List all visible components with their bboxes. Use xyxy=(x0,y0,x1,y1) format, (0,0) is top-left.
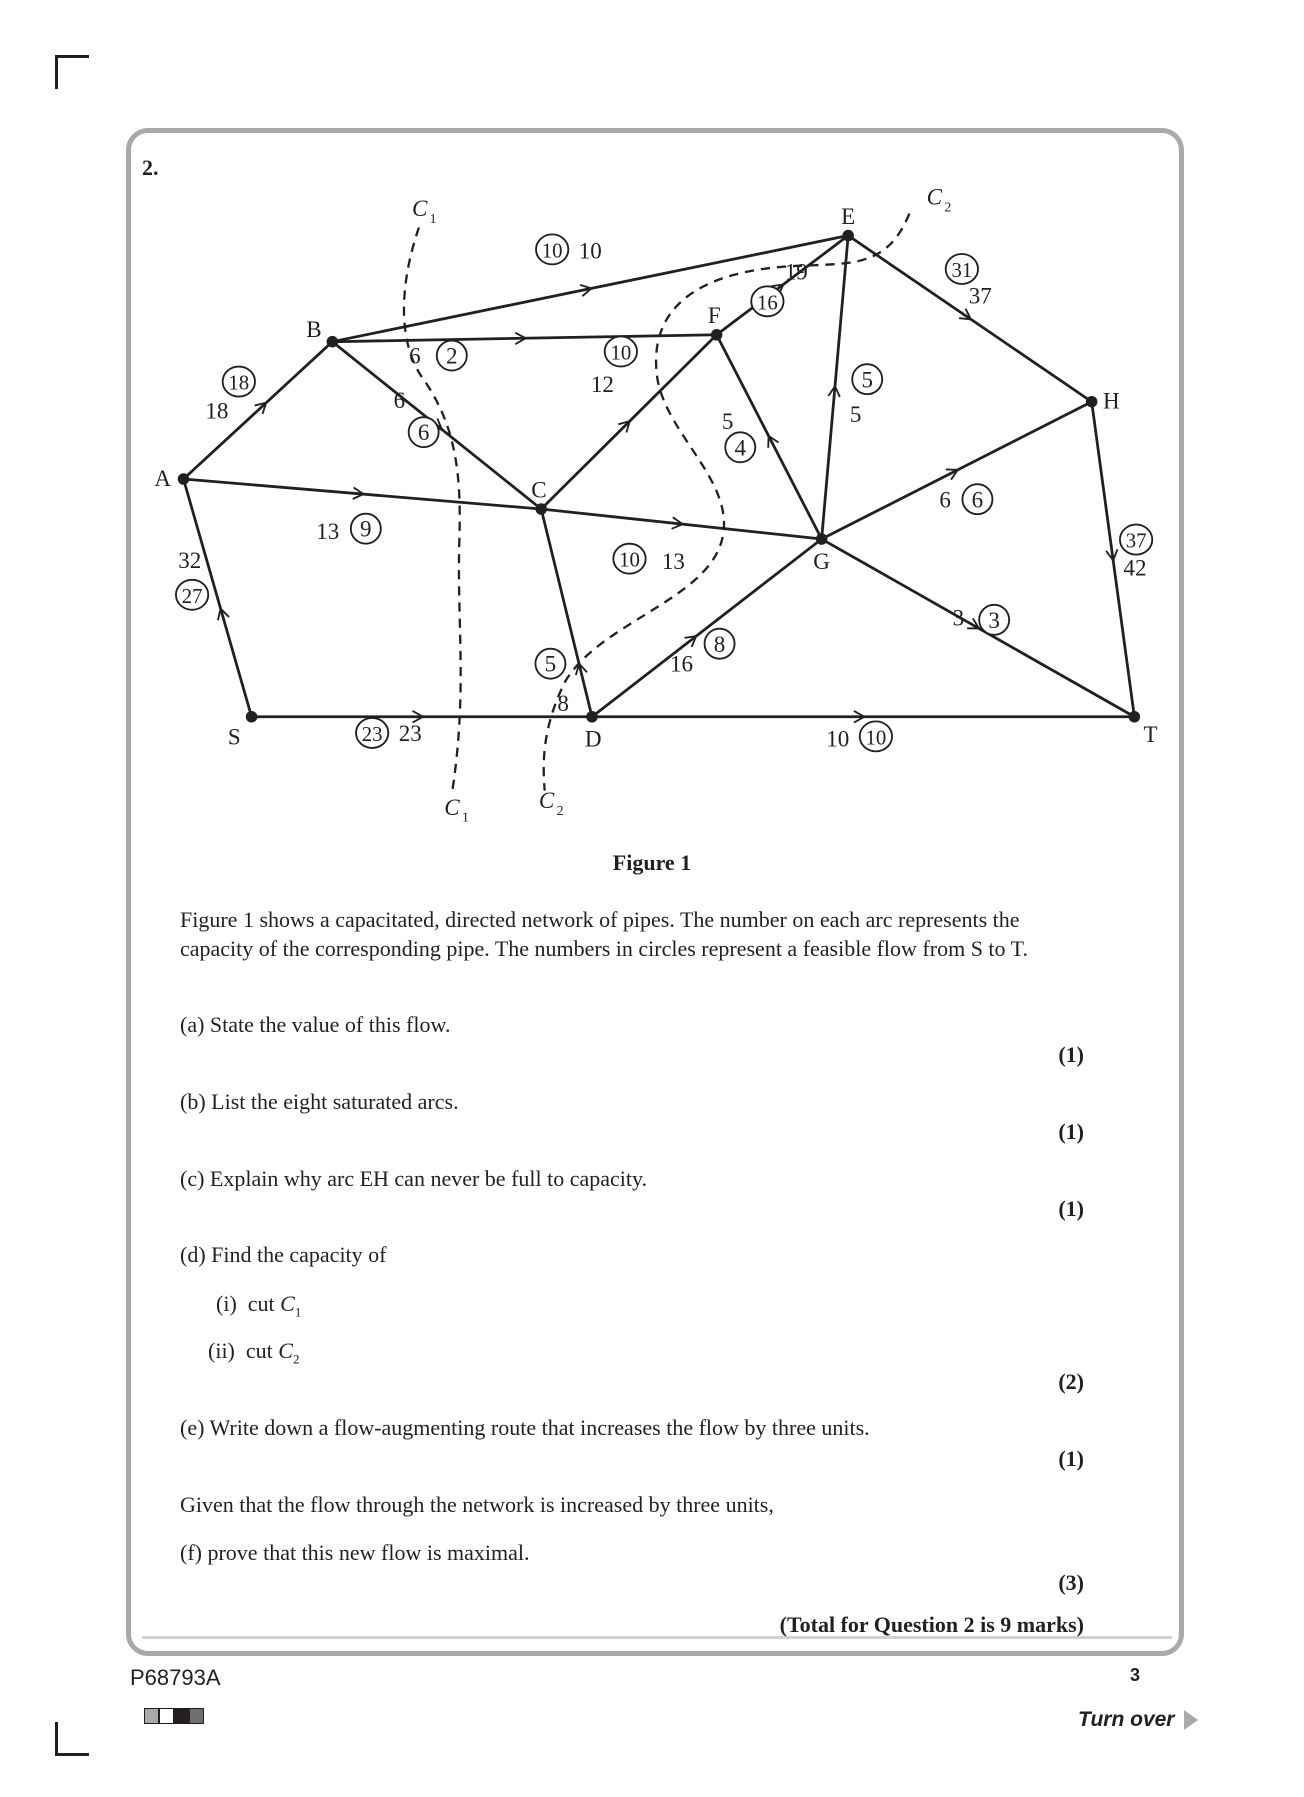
barcode-block xyxy=(159,1708,174,1724)
arc-line xyxy=(183,479,541,509)
part-b xyxy=(180,1089,459,1115)
node-dot xyxy=(842,230,854,242)
flow-value: 10 xyxy=(619,548,640,572)
part-text: State the value of this flow. xyxy=(209,1012,451,1037)
arc-flow xyxy=(751,286,783,316)
nodes-layer xyxy=(154,203,1157,752)
marks-e: (1) xyxy=(1058,1446,1084,1471)
node-label: C xyxy=(531,476,547,503)
arrow-right-icon xyxy=(1184,1710,1198,1730)
part-text: Find the capacity of xyxy=(211,1242,387,1267)
part-a xyxy=(180,1012,450,1038)
arc-G-E xyxy=(822,236,849,539)
arc-flow xyxy=(705,629,735,659)
cut-subscript: 1 xyxy=(294,1304,302,1320)
cut-subscript: 2 xyxy=(292,1351,300,1367)
arc-flow xyxy=(437,341,467,371)
arc-flow xyxy=(536,234,568,264)
arc-capacity: 10 xyxy=(826,725,850,752)
part-text: prove that this new flow is maximal. xyxy=(207,1540,530,1565)
barcode-block xyxy=(174,1708,189,1724)
flow-value: 16 xyxy=(757,291,778,315)
arc-capacity: 6 xyxy=(409,342,421,369)
flow-value: 27 xyxy=(181,584,203,608)
part-d-ii xyxy=(208,1338,299,1367)
figure-caption: Figure 1 xyxy=(612,850,692,875)
cut-line xyxy=(541,214,910,791)
arc-capacity: 32 xyxy=(178,547,202,574)
node-dot xyxy=(535,503,547,515)
node-dot xyxy=(327,336,339,348)
marks-c: (1) xyxy=(1058,1196,1084,1221)
arc-line xyxy=(332,335,716,342)
flow-value: 6 xyxy=(971,486,984,513)
cut-2 xyxy=(539,183,951,817)
arc-flow xyxy=(223,367,255,397)
flow-value: 10 xyxy=(865,726,887,750)
barcode-block xyxy=(144,1708,159,1724)
cut-label: C $_1$ xyxy=(444,793,469,825)
arc-C-G xyxy=(541,509,821,539)
barcode xyxy=(144,1708,204,1724)
flow-value: 5 xyxy=(861,366,873,393)
arc-G-H xyxy=(822,402,1092,539)
arc-flow xyxy=(946,254,978,284)
arc-capacity: 8 xyxy=(557,689,569,716)
node-dot xyxy=(816,533,828,545)
arc-capacity: 42 xyxy=(1123,554,1147,581)
flow-value: 4 xyxy=(734,434,747,461)
turn-over-label: Turn over xyxy=(1078,1708,1175,1731)
question-intro: Figure 1 shows a capacitated, directed network of pipes. The number on each arc represents the capacity of the corresponding pipe. The numbers in circles represent a feasible flow from S to T. xyxy=(180,907,1028,961)
arc-line xyxy=(541,509,592,717)
flow-value: 10 xyxy=(610,341,632,365)
part-label: (d) xyxy=(180,1242,206,1267)
part-d xyxy=(180,1242,387,1268)
subpart-text: cut xyxy=(247,1291,275,1316)
node-dot xyxy=(1086,396,1098,408)
node-E xyxy=(841,203,855,241)
node-label: F xyxy=(707,302,721,329)
node-label: A xyxy=(154,464,172,491)
arc-line xyxy=(822,539,1135,717)
node-label: B xyxy=(306,316,322,343)
arc-flow xyxy=(605,337,637,367)
marks-b: (1) xyxy=(1058,1119,1084,1144)
cut-line xyxy=(404,227,461,790)
cut-name: C xyxy=(280,1291,295,1316)
flow-value: 6 xyxy=(417,419,430,446)
arc-A-C xyxy=(183,479,541,509)
node-label: H xyxy=(1102,387,1120,414)
node-label: T xyxy=(1143,721,1158,748)
flow-value: 8 xyxy=(713,630,726,657)
turn-over-link[interactable] xyxy=(1078,1708,1198,1732)
flow-value: 37 xyxy=(1125,529,1147,553)
question-number: 2. xyxy=(142,155,159,180)
part-c xyxy=(180,1166,647,1192)
cut-name: C xyxy=(278,1338,293,1363)
arc-capacity: 6 xyxy=(939,486,951,513)
node-A xyxy=(154,465,189,491)
arc-capacity: 5 xyxy=(849,400,862,427)
node-T xyxy=(1129,711,1158,747)
marks-a: (1) xyxy=(1058,1042,1084,1067)
part-text: Write down a flow-augmenting route that increases the flow by three units. xyxy=(209,1415,870,1440)
arc-flow xyxy=(860,721,892,751)
arc-capacity: 10 xyxy=(578,237,602,264)
arc-capacity: 37 xyxy=(968,282,992,309)
part-f xyxy=(180,1540,529,1566)
arc-capacity: 6 xyxy=(393,386,406,413)
cut-label: C $_2$ xyxy=(538,786,564,818)
flow-value: 31 xyxy=(951,259,973,283)
flow-value: 18 xyxy=(228,371,250,395)
cut-label: C $_1$ xyxy=(411,194,437,226)
arc-flow xyxy=(613,544,645,574)
subpart-label: (i) xyxy=(216,1291,237,1316)
arc-line xyxy=(541,509,821,539)
node-dot xyxy=(246,711,258,723)
arc-capacity: 13 xyxy=(316,518,340,545)
flow-value: 5 xyxy=(544,650,557,677)
subpart-text: cut xyxy=(245,1338,273,1363)
cut-label: C $_2$ xyxy=(926,183,952,215)
part-label: (e) xyxy=(180,1415,205,1440)
arc-flow xyxy=(979,605,1009,635)
arc-capacity: 13 xyxy=(661,548,685,575)
labels-layer xyxy=(176,234,1152,751)
part-label: (a) xyxy=(180,1012,205,1037)
node-S xyxy=(228,711,257,749)
node-dot xyxy=(586,711,598,723)
arc-flow xyxy=(356,718,388,748)
node-label: S xyxy=(227,723,241,750)
flow-value: 23 xyxy=(361,722,383,746)
arc-capacity: 18 xyxy=(205,397,229,424)
arc-G-T xyxy=(822,539,1135,717)
node-dot xyxy=(711,329,723,341)
given-statement: Given that the flow through the network is increased by three units, xyxy=(180,1492,774,1517)
flow-value: 2 xyxy=(446,342,458,369)
arc-flow xyxy=(962,484,992,514)
node-label: D xyxy=(584,725,602,752)
arc-flow xyxy=(176,580,208,610)
marks-f: (3) xyxy=(1058,1570,1084,1595)
arc-flow xyxy=(409,417,439,447)
arc-capacity: 16 xyxy=(669,650,694,677)
node-H xyxy=(1086,388,1120,414)
arc-capacity: 5 xyxy=(721,407,734,434)
arc-D-C xyxy=(541,509,592,717)
node-label: E xyxy=(841,202,856,229)
node-B xyxy=(306,316,338,347)
arc-flow xyxy=(535,649,565,679)
part-label: (b) xyxy=(180,1089,206,1114)
question-total: (Total for Question 2 is 9 marks) xyxy=(779,1612,1084,1637)
arc-capacity: 23 xyxy=(398,719,422,746)
arc-flow xyxy=(351,514,381,544)
node-dot xyxy=(178,473,190,485)
node-label: G xyxy=(813,548,830,575)
arc-B-F xyxy=(332,335,716,342)
arc-flow xyxy=(1120,525,1152,555)
flow-value: 3 xyxy=(988,606,1000,633)
page-number: 3 xyxy=(1130,1665,1141,1685)
paper-code: P68793A xyxy=(130,1665,221,1690)
part-text: Explain why arc EH can never be full to capacity. xyxy=(209,1166,648,1191)
part-label: (c) xyxy=(180,1166,205,1191)
barcode-block xyxy=(189,1708,204,1724)
marks-d: (2) xyxy=(1058,1369,1084,1394)
part-e xyxy=(180,1415,870,1441)
arc-capacity: 19 xyxy=(784,258,808,285)
part-text: List the eight saturated arcs. xyxy=(211,1089,459,1114)
part-label: (f) xyxy=(180,1540,202,1565)
flow-value: 9 xyxy=(360,515,372,542)
arc-capacity: 12 xyxy=(590,370,614,397)
part-d-i xyxy=(216,1291,301,1320)
node-dot xyxy=(1129,711,1141,723)
subpart-label: (ii) xyxy=(208,1338,235,1363)
flow-value: 10 xyxy=(541,239,563,263)
arc-flow xyxy=(852,364,882,394)
arc-flow xyxy=(725,432,755,462)
arc-capacity: 3 xyxy=(952,604,965,631)
